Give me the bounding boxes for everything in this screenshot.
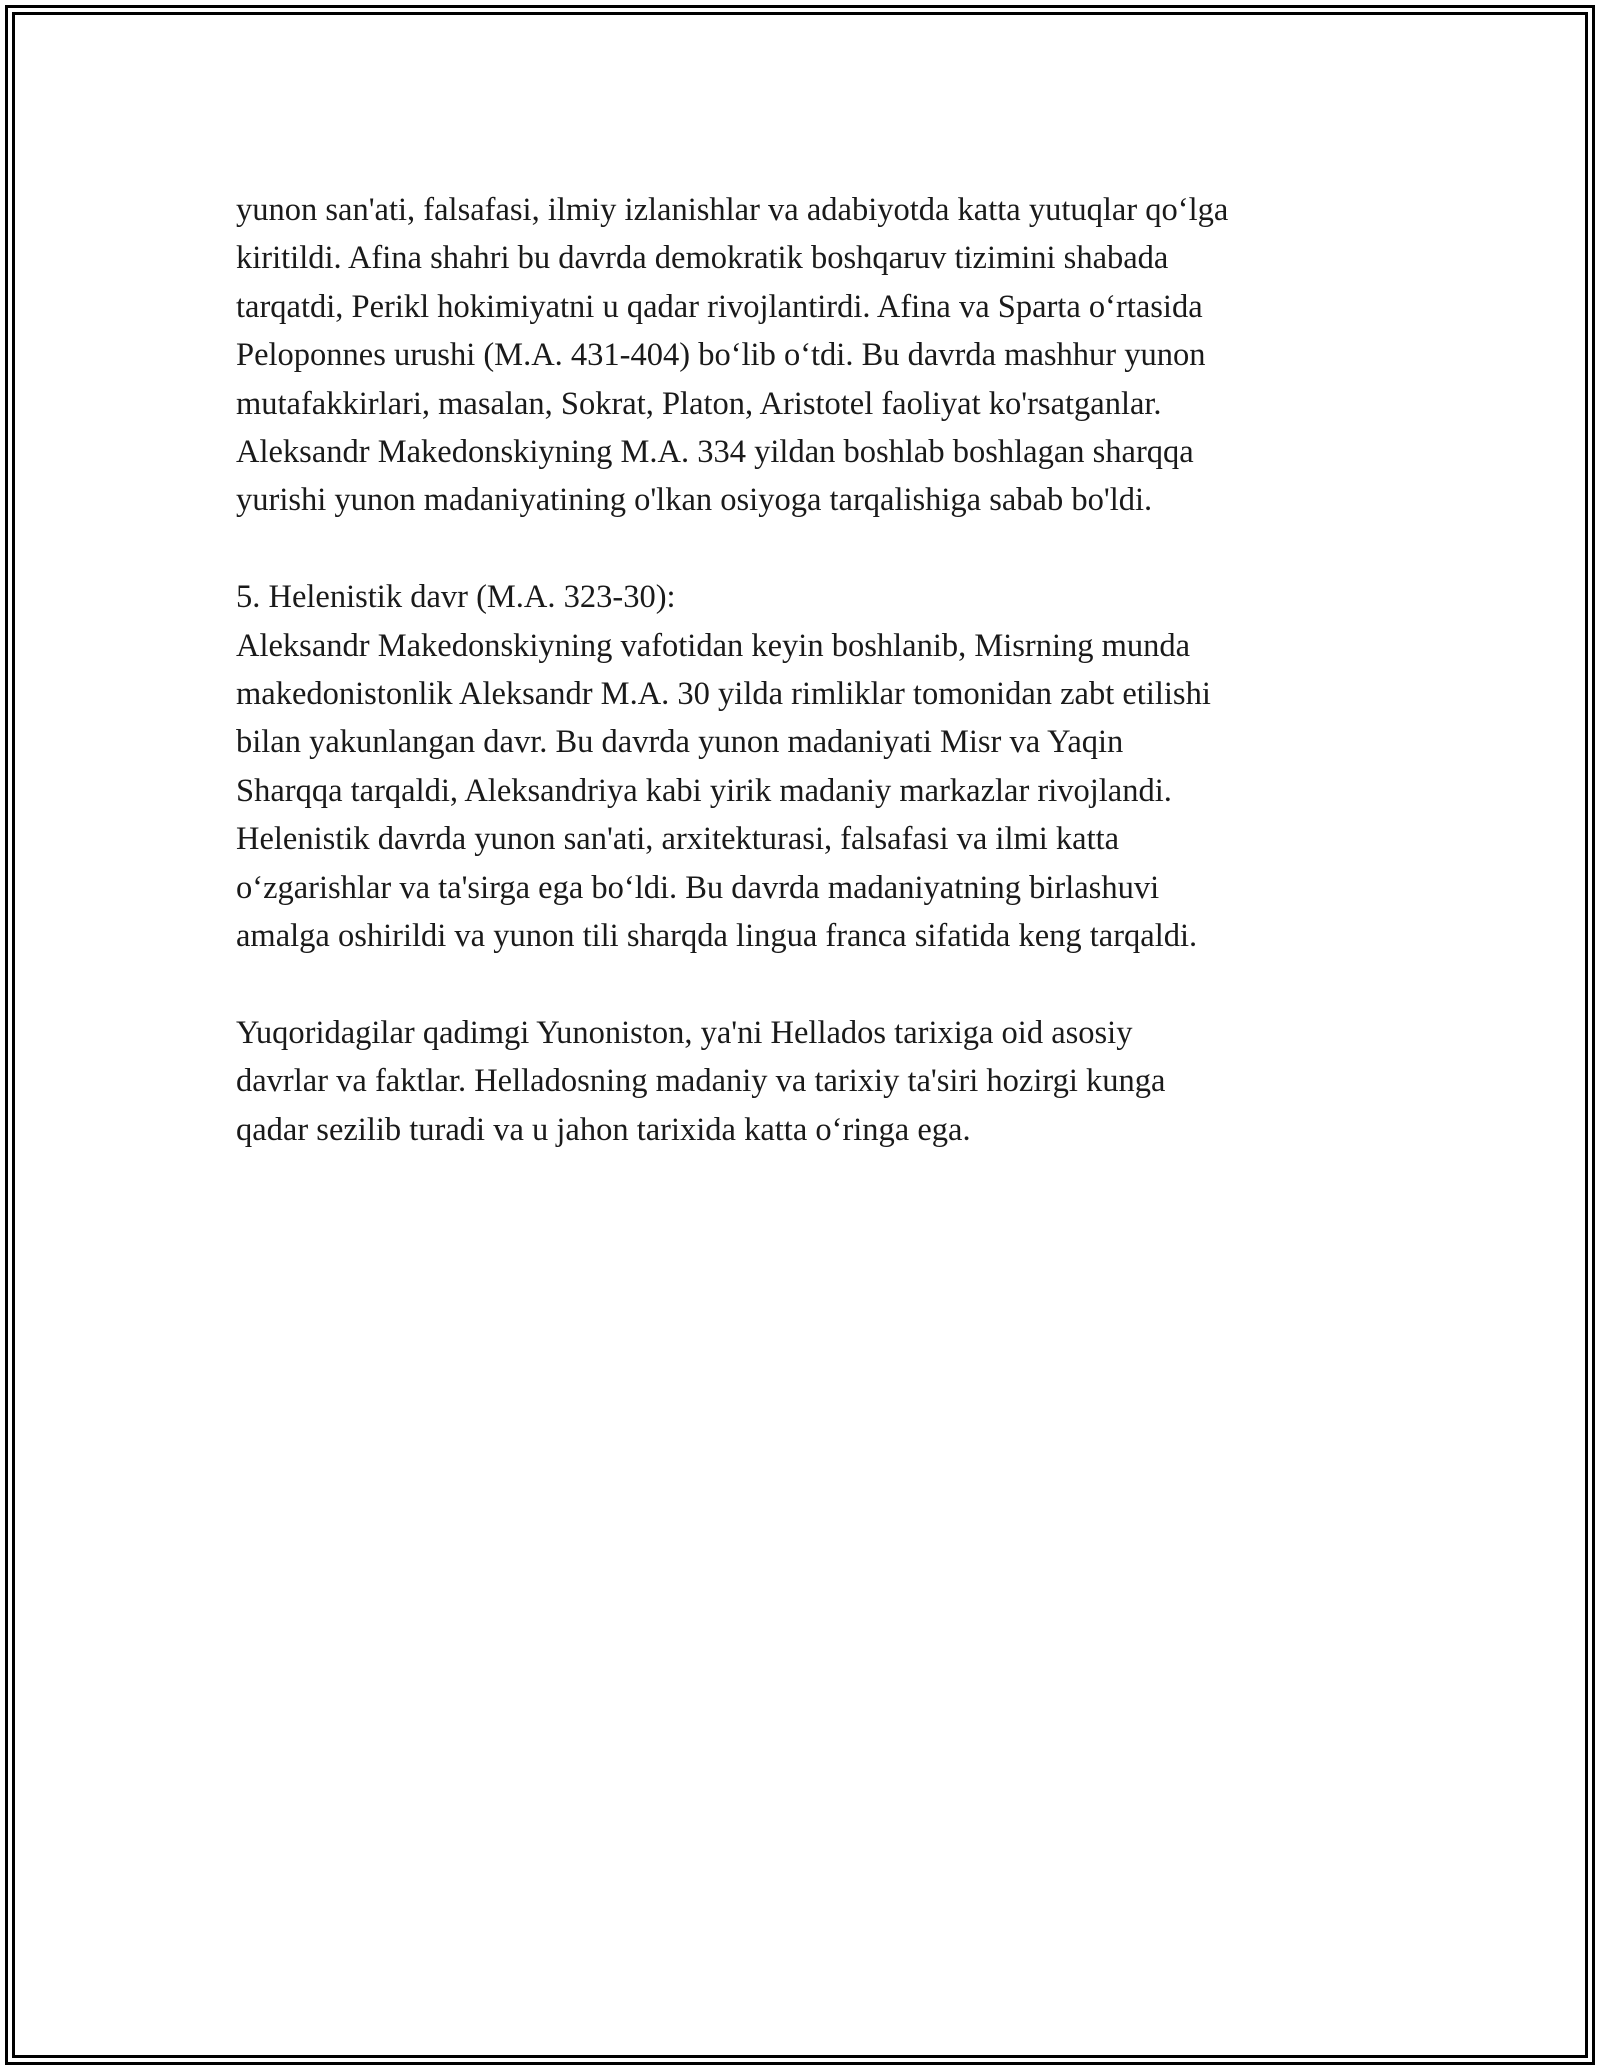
paragraph-classical-period xyxy=(236,186,1386,525)
text-line: Yuqoridagilar qadimgi Yunoniston, ya'ni Hellados tarixiga oid asosiy xyxy=(236,1014,1133,1051)
text-line: Aleksandr Makedonskiyning M.A. 334 yildan boshlab boshlagan sharqqa xyxy=(236,434,1194,471)
text-line: Sharqqa tarqaldi, Aleksandriya kabi yirik madaniy markazlar rivojlandi. xyxy=(236,772,1172,809)
text-line: tarqatdi, Perikl hokimiyatni u qadar rivojlantirdi. Afina va Sparta o‘rtasida xyxy=(236,288,1203,325)
text-line: Peloponnes urushi (M.A. 431-404) bo‘lib o‘tdi. Bu davrda mashhur yunon xyxy=(236,337,1206,374)
text-line: bilan yakunlangan davr. Bu davrda yunon madaniyati Misr va Yaqin xyxy=(236,724,1124,761)
text-line: Aleksandr Makedonskiyning vafotidan keyin boshlanib, Misrning munda xyxy=(236,627,1191,664)
text-line: davrlar va faktlar. Helladosning madaniy va tarixiy ta'siri hozirgi kunga xyxy=(236,1063,1166,1100)
text-line: amalga oshirildi va yunon tili sharqda lingua franca sifatida keng tarqaldi. xyxy=(236,918,1198,955)
text-line: Helenistik davrda yunon san'ati, arxitekturasi, falsafasi va ilmi katta xyxy=(236,821,1120,858)
paragraph-conclusion xyxy=(236,1009,1386,1154)
text-line: makedonistonlik Aleksandr M.A. 30 yilda rimliklar tomonidan zabt etilishi xyxy=(236,676,1211,713)
text-line: yunon san'ati, falsafasi, ilmiy izlanishlar va adabiyotda katta yutuqlar qo‘lga xyxy=(236,192,1229,228)
text-line: kiritildi. Afina shahri bu davrda demokratik boshqaruv tizimini shabada xyxy=(236,240,1169,277)
text-line: yurishi yunon madaniyatining o'lkan osiyoga tarqalishiga sabab bo'ldi. xyxy=(236,482,1153,519)
section-heading: 5. Helenistik davr (M.A. 323-30): xyxy=(236,579,676,616)
text-line: o‘zgarishlar va ta'sirga ega bo‘ldi. Bu davrda madaniyatning birlashuvi xyxy=(236,869,1160,906)
text-line: mutafakkirlari, masalan, Sokrat, Platon, Aristotel faoliyat ko'rsatganlar. xyxy=(236,385,1162,422)
document-body xyxy=(236,186,1386,1154)
paragraph-hellenistic-period xyxy=(236,573,1386,960)
paragraph-spacer xyxy=(236,525,1386,573)
text-line: qadar sezilib turadi va u jahon tarixida katta o‘ringa ega. xyxy=(236,1111,971,1148)
paragraph-spacer xyxy=(236,960,1386,1008)
